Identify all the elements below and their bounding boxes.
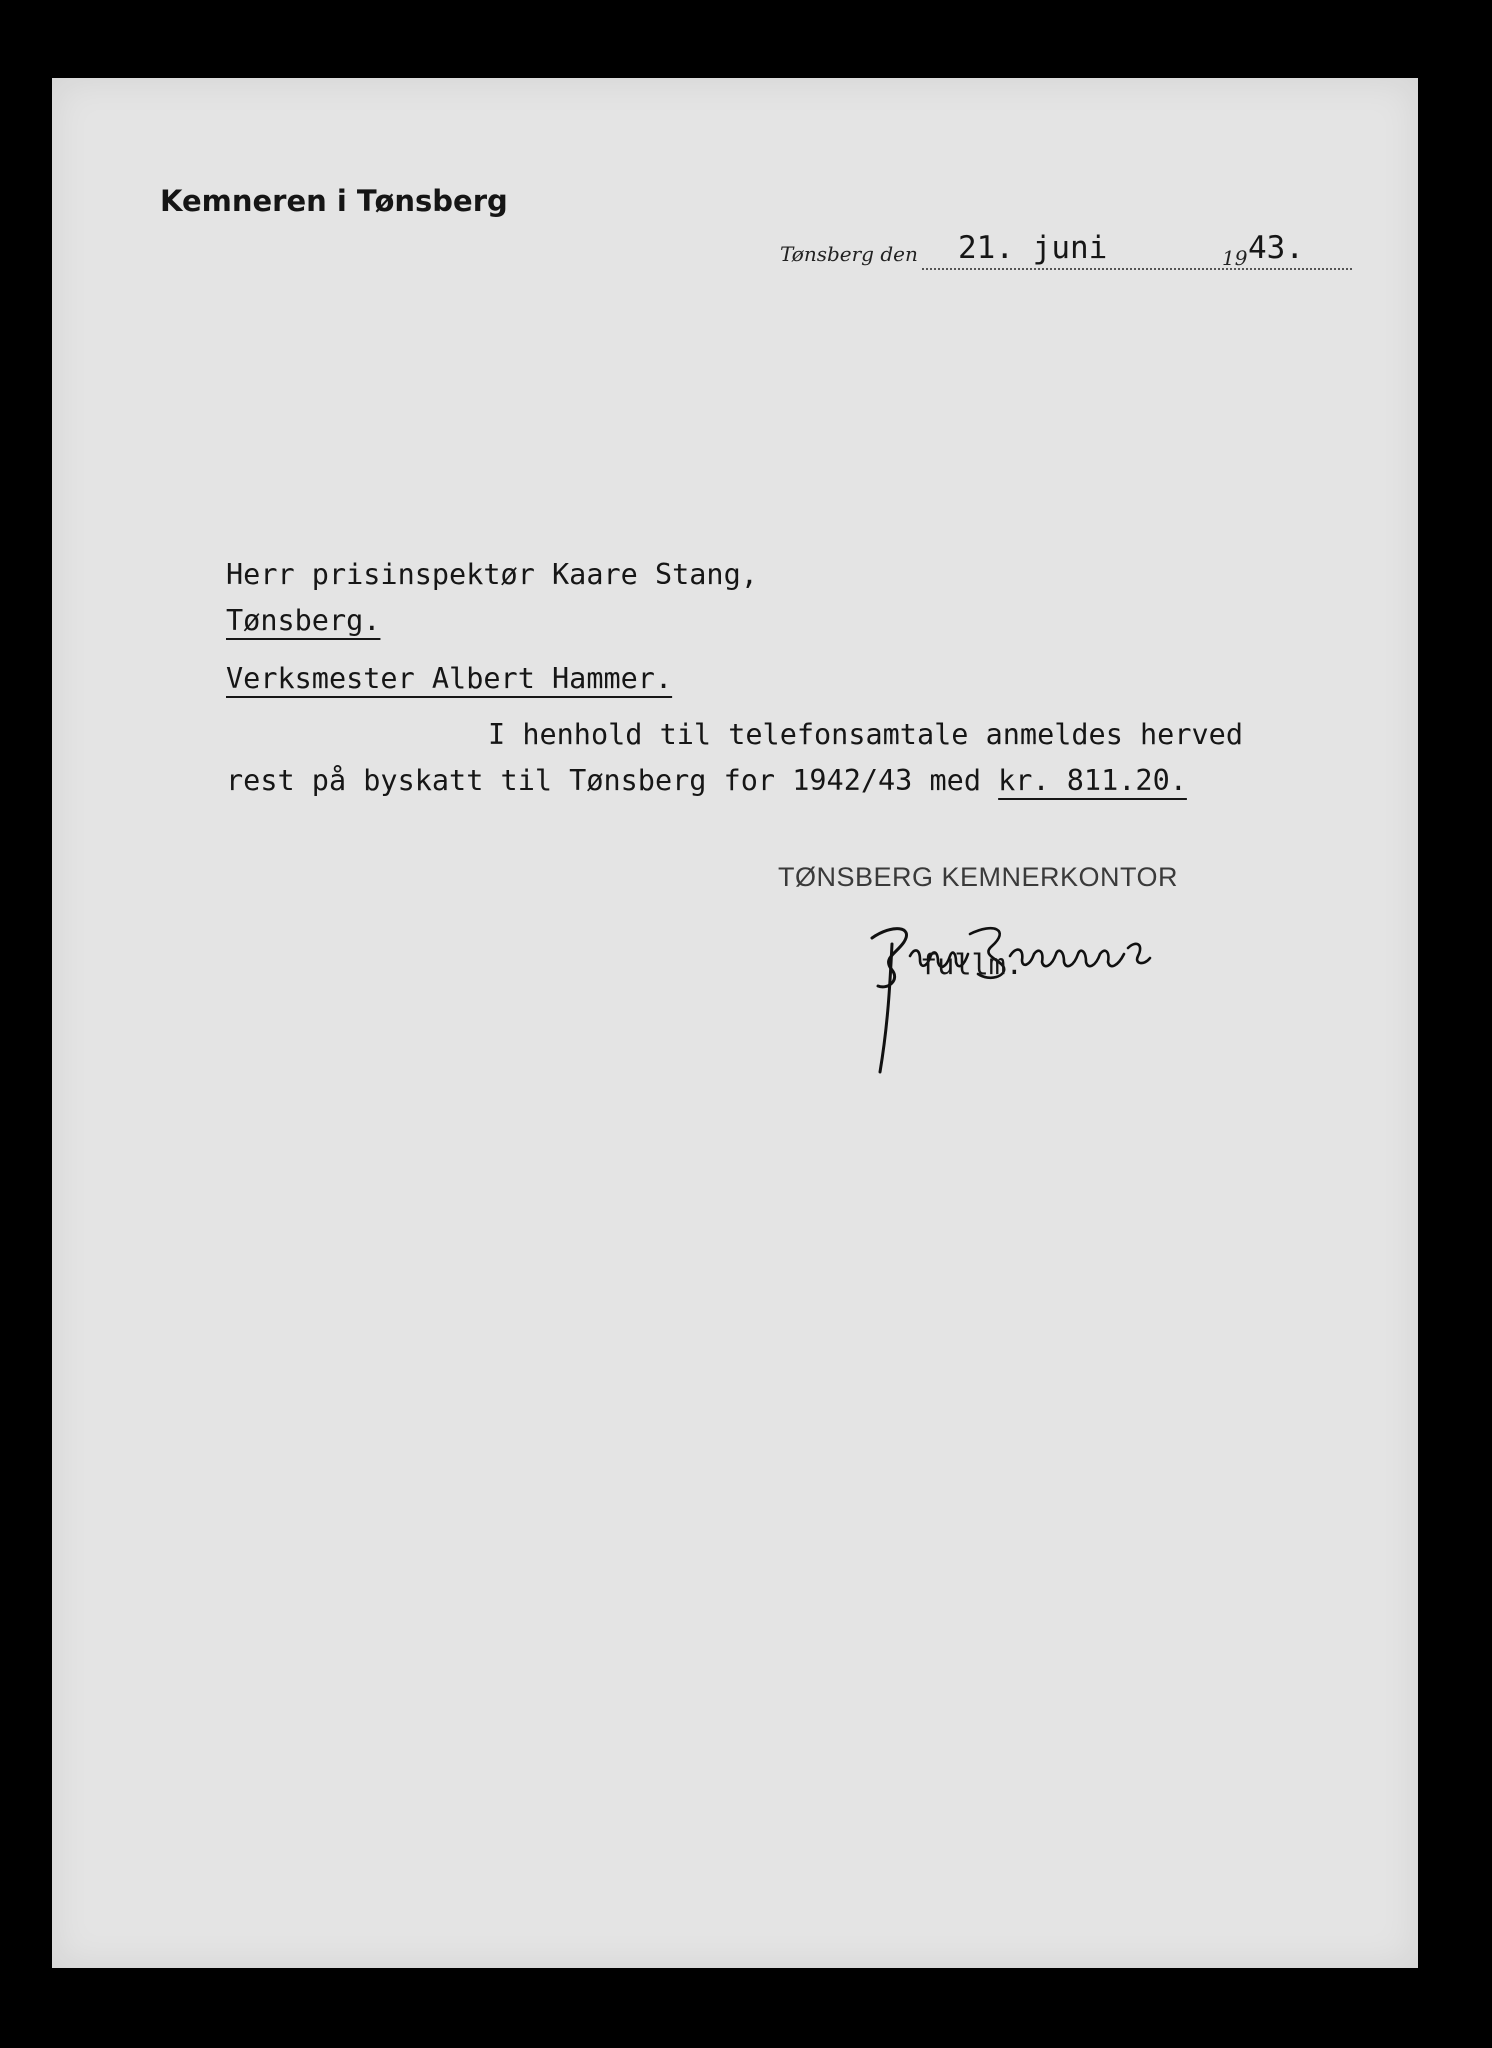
year-prefix: 19 — [1222, 246, 1248, 270]
document-sheet — [52, 78, 1418, 1968]
recipient-line-2: Tønsberg. — [226, 604, 381, 637]
date-place-prefix: Tønsberg den — [780, 242, 918, 266]
body-line-2 — [226, 764, 1187, 797]
date-dotted-line — [922, 268, 1352, 270]
year-suffix: 43. — [1248, 230, 1304, 266]
handwritten-signature — [852, 904, 1192, 1084]
body-line-1: I henhold til telefonsamtale anmeldes herved — [488, 718, 1243, 751]
subject-line: Verksmester Albert Hammer. — [226, 662, 673, 695]
date-value: 21. juni — [958, 230, 1108, 266]
body-line-2-text: rest på byskatt til Tønsberg for 1942/43 med — [226, 764, 999, 797]
recipient-line-1: Herr prisinspektør Kaare Stang, — [226, 558, 758, 591]
office-stamp: TØNSBERG KEMNERKONTOR — [778, 862, 1179, 892]
amount: kr. 811.20. — [998, 764, 1187, 797]
signature-title: fullm. — [920, 948, 1023, 981]
letterhead: Kemneren i Tønsberg — [160, 184, 508, 218]
